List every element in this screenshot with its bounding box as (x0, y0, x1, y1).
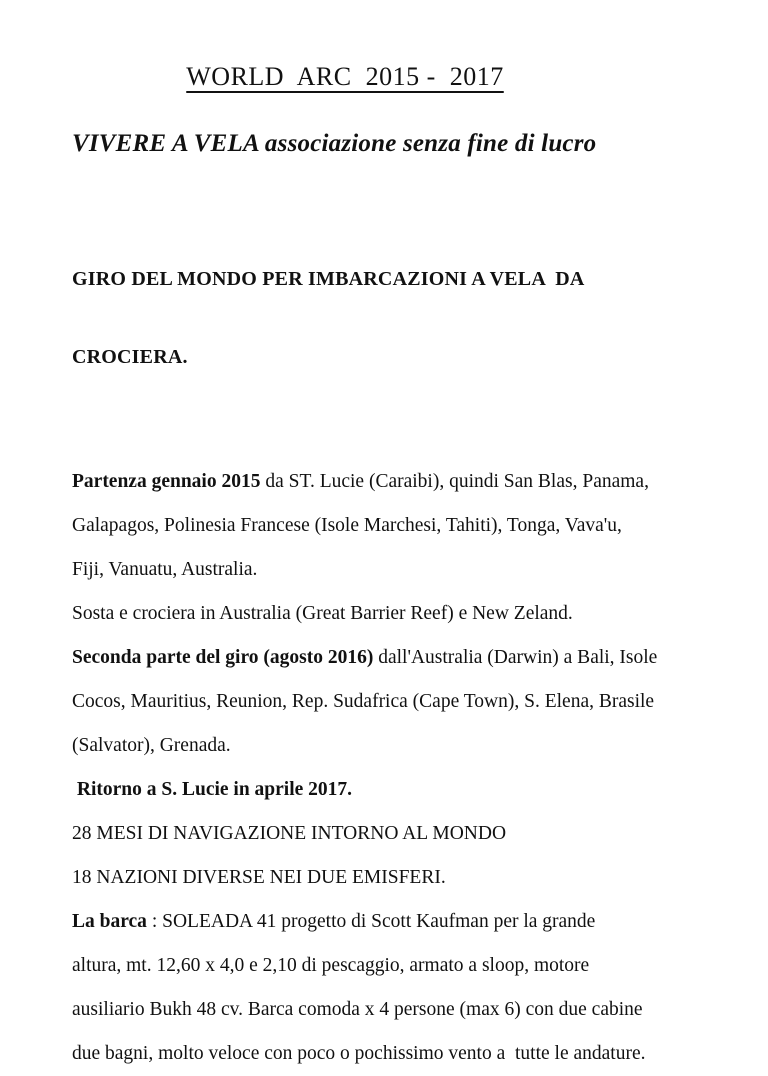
text-segment: Galapagos, Polinesia Francese (Isole Marchesi, Tahiti), Tonga, Vava'u, (72, 515, 622, 536)
text-segment: Partenza gennaio 2015 (72, 471, 261, 492)
text-line (72, 724, 696, 768)
text-line (72, 636, 696, 680)
text-segment: altura, mt. 12,60 x 4,0 e 2,10 di pescaggio, armato a sloop, motore (72, 955, 590, 976)
text-segment: Ritorno a S. Lucie in aprile 2017. (72, 779, 353, 800)
body-lines (72, 460, 696, 1076)
text-segment: Sosta e crociera in Australia (Great Barrier Reef) e New Zeland. (72, 603, 573, 624)
section-heading-line-1: GIRO DEL MONDO PER IMBARCAZIONI A VELA DA (72, 268, 585, 290)
text-segment: due bagni, molto veloce con poco o pochissimo vento a tutte le andature. (72, 1043, 646, 1064)
text-line (72, 504, 696, 548)
text-line (72, 768, 696, 812)
document-title: WORLD ARC 2015 - 2017 (186, 62, 504, 91)
text-segment: (Salvator), Grenada. (72, 735, 231, 756)
text-segment: 18 NAZIONI DIVERSE NEI DUE EMISFERI. (72, 867, 446, 888)
text-line (72, 548, 696, 592)
document-subtitle: VIVERE A VELA associazione senza fine di lucro (72, 130, 597, 157)
section-heading-line-2: CROCIERA. (72, 346, 188, 368)
text-segment: Seconda parte del giro (agosto 2016) (72, 647, 374, 668)
text-line (72, 988, 696, 1032)
text-line (72, 944, 696, 988)
text-line (72, 812, 696, 856)
text-line (72, 1032, 696, 1076)
text-segment: La barca (72, 911, 147, 932)
text-segment: ausiliario Bukh 48 cv. Barca comoda x 4 persone (max 6) con due cabine (72, 999, 643, 1020)
text-segment: Cocos, Mauritius, Reunion, Rep. Sudafrica (Cape Town), S. Elena, Brasile (72, 691, 655, 712)
text-segment: dall'Australia (Darwin) a Bali, Isole (373, 647, 658, 668)
text-line (72, 856, 696, 900)
text-segment: : SOLEADA 41 progetto di Scott Kaufman per la grande (146, 911, 596, 932)
text-segment: da ST. Lucie (Caraibi), quindi San Blas, Panama, (260, 471, 649, 492)
text-segment: 28 MESI DI NAVIGAZIONE INTORNO AL MONDO (72, 823, 507, 844)
text-segment: Fiji, Vanuatu, Australia. (72, 559, 258, 580)
text-line (72, 680, 696, 724)
section-heading (72, 214, 696, 422)
text-line (72, 460, 696, 504)
text-line (72, 900, 696, 944)
text-line (72, 592, 696, 636)
